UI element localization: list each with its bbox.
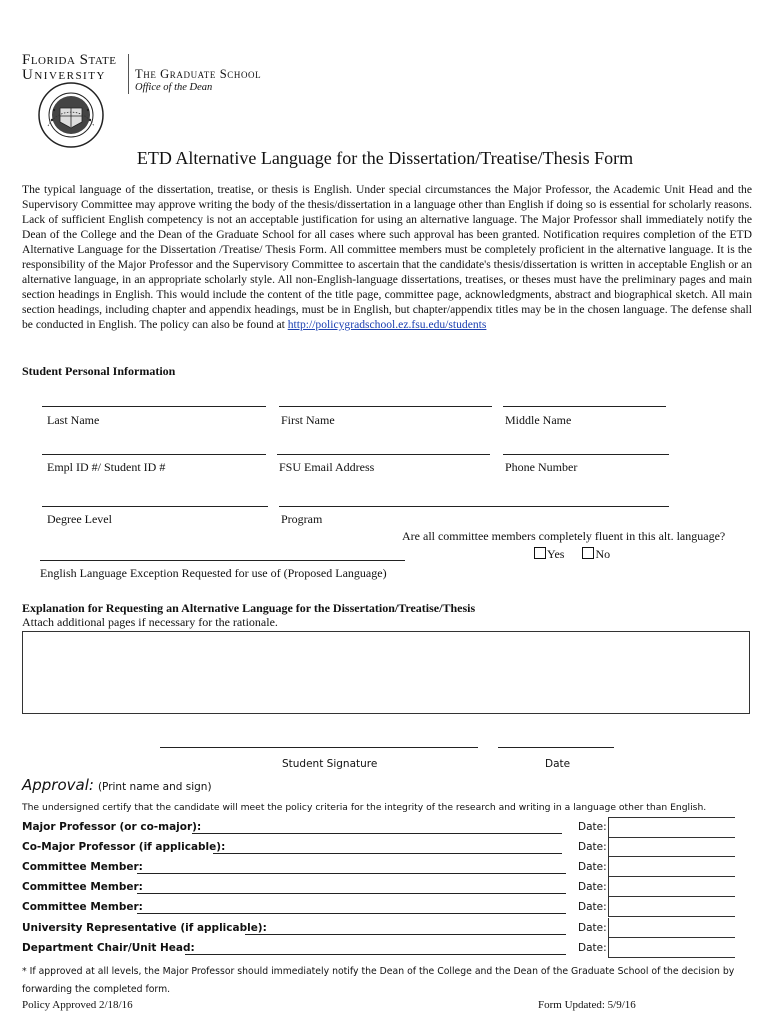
no-label: No	[595, 547, 611, 561]
program-field[interactable]	[279, 506, 669, 507]
logo-line-2: University	[22, 67, 106, 83]
email-label: FSU Email Address	[279, 460, 375, 474]
yes-checkbox[interactable]	[534, 547, 546, 559]
committee-member-date-label-1: Date:	[578, 861, 607, 873]
committee-member-row-2	[22, 881, 143, 893]
major-professor-row	[22, 821, 201, 833]
department-chair-label: Department Chair/Unit Head:	[22, 942, 195, 954]
certify-statement: The undersigned certify that the candidate will meet the policy criteria for the integrity of the research and writing in a language other than English.	[22, 802, 707, 813]
phone-field[interactable]	[503, 454, 669, 455]
explanation-heading: Explanation for Requesting an Alternative Language for the Dissertation/Treatise/Thesis	[22, 601, 476, 615]
no-checkbox[interactable]	[582, 547, 594, 559]
student-signature-label: Student Signature	[282, 758, 378, 770]
committee-member-name-field-3[interactable]	[137, 913, 566, 914]
fluency-question: Are all committee members completely fluent in this alt. language?	[402, 529, 726, 543]
email-field[interactable]	[277, 454, 490, 455]
committee-member-label-1: Committee Member:	[22, 861, 143, 873]
committee-member-row-3	[22, 901, 143, 913]
committee-member-date-field-2[interactable]	[608, 877, 735, 897]
committee-member-date-label-3: Date:	[578, 901, 607, 913]
student-info-heading: Student Personal Information	[22, 364, 176, 378]
program-label: Program	[281, 512, 323, 526]
fluency-options	[534, 547, 610, 562]
explanation-textarea[interactable]	[22, 631, 750, 714]
approval-title	[22, 776, 212, 795]
committee-member-label-3: Committee Member:	[22, 901, 143, 913]
co-major-professor-name-field[interactable]	[213, 853, 562, 854]
last-name-field[interactable]	[42, 406, 266, 407]
first-name-field[interactable]	[279, 406, 492, 407]
intro-paragraph	[22, 182, 752, 332]
phone-label: Phone Number	[505, 460, 578, 474]
major-professor-date-field[interactable]	[608, 817, 735, 838]
department-chair-row	[22, 942, 195, 954]
committee-member-date-field-1[interactable]	[608, 857, 735, 877]
university-rep-name-field[interactable]	[245, 934, 566, 935]
yes-label: Yes	[547, 547, 565, 561]
fsu-wordmark	[22, 53, 117, 83]
signature-date-label: Date	[545, 758, 571, 770]
form-title: ETD Alternative Language for the Dissertation/Treatise/Thesis Form	[136, 148, 634, 168]
signature-date-field[interactable]	[498, 747, 614, 748]
exception-label: English Language Exception Requested for use of (Proposed Language)	[40, 566, 387, 580]
first-name-label: First Name	[281, 413, 335, 427]
major-professor-date-label: Date:	[578, 821, 607, 833]
proposed-language-field[interactable]	[40, 560, 405, 561]
student-signature-field[interactable]	[160, 747, 478, 748]
committee-member-label-2: Committee Member:	[22, 881, 143, 893]
major-professor-name-field[interactable]	[192, 833, 562, 834]
policy-link[interactable]: http://policygradschool.ez.fsu.edu/students	[287, 318, 487, 331]
department-chair-name-field[interactable]	[185, 954, 566, 955]
co-major-professor-row	[22, 841, 225, 853]
middle-name-label: Middle Name	[505, 413, 572, 427]
empl-id-label: Empl ID #/ Student ID #	[47, 460, 166, 474]
office-of-dean-label: Office of the Dean	[135, 82, 213, 93]
approval-subheading: (Print name and sign)	[97, 781, 212, 793]
explanation-subtext: Attach additional pages if necessary for the rationale.	[22, 615, 278, 629]
committee-member-date-label-2: Date:	[578, 881, 607, 893]
university-rep-date-field[interactable]	[608, 918, 735, 938]
approval-heading: Approval:	[22, 776, 94, 794]
intro-text: The typical language of the dissertation, treatise, or thesis is English. Under special circumstances the Major Professor, the Academic Unit Head and the Supervisory Committee may approve writing the body of the thesis/dissertation in a language other than English if doing so is essential for scholarly reasons. Lack of sufficient English competency is not an acceptable justification for using an alternative language. The Major Professor shall immediately notify the Dean of the College and the Dean of the Graduate School for all cases where such approval has been granted. Notification requires completion of the ETD Alternative Language for the Dissertation /Treatise/ Thesis Form. All committee members must be completely proficient in the alternative language. It is the responsibility of the Major Professor and the Supervisory Committee to ascertain that the candidate's thesis/dissertation is written in acceptable English or an alternative language, in an appropriate scholarly style. All non-English-language dissertations, treatises, or theses must have the preliminary pages and main section headings in English. This would include the content of the title page, committee page, acknowledgments, abstract and biographical sketch. All main section headings, including chapter and appendix headings, must be in English, but chapter/appendix titles may be in the chosen language. The defense shall be conducted in English. The policy can also be found at	[22, 183, 752, 331]
department-chair-date-field[interactable]	[608, 938, 735, 958]
committee-member-name-field-1[interactable]	[137, 873, 566, 874]
university-rep-label: University Representative (if applicable):	[22, 922, 267, 934]
major-professor-label: Major Professor (or co-major):	[22, 821, 202, 833]
form-updated: Form Updated: 5/9/16	[538, 999, 636, 1011]
degree-level-label: Degree Level	[47, 512, 112, 526]
committee-member-date-field-3[interactable]	[608, 897, 735, 917]
degree-level-field[interactable]	[42, 506, 268, 507]
committee-member-name-field-2[interactable]	[137, 893, 566, 894]
logo-divider	[128, 54, 129, 94]
co-major-professor-label: Co-Major Professor (if applicable):	[22, 841, 226, 853]
university-rep-date-label: Date:	[578, 922, 607, 934]
department-chair-date-label: Date:	[578, 942, 607, 954]
last-name-label: Last Name	[47, 413, 100, 427]
graduate-school-label: The Graduate School	[135, 67, 262, 81]
policy-approved: Policy Approved 2/18/16	[22, 999, 133, 1011]
committee-member-row-1	[22, 861, 143, 873]
university-seal-icon	[38, 82, 104, 148]
co-major-professor-date-label: Date:	[578, 841, 607, 853]
approval-footnote: * If approved at all levels, the Major Professor should immediately notify the Dean of the College and the Dean of the Graduate School of the decision by forwarding the completed form.	[22, 966, 735, 995]
middle-name-field[interactable]	[503, 406, 666, 407]
co-major-professor-date-field[interactable]	[608, 837, 735, 857]
logo-line-1: Florida State	[22, 52, 117, 68]
university-rep-row	[22, 922, 267, 934]
empl-id-field[interactable]	[42, 454, 266, 455]
